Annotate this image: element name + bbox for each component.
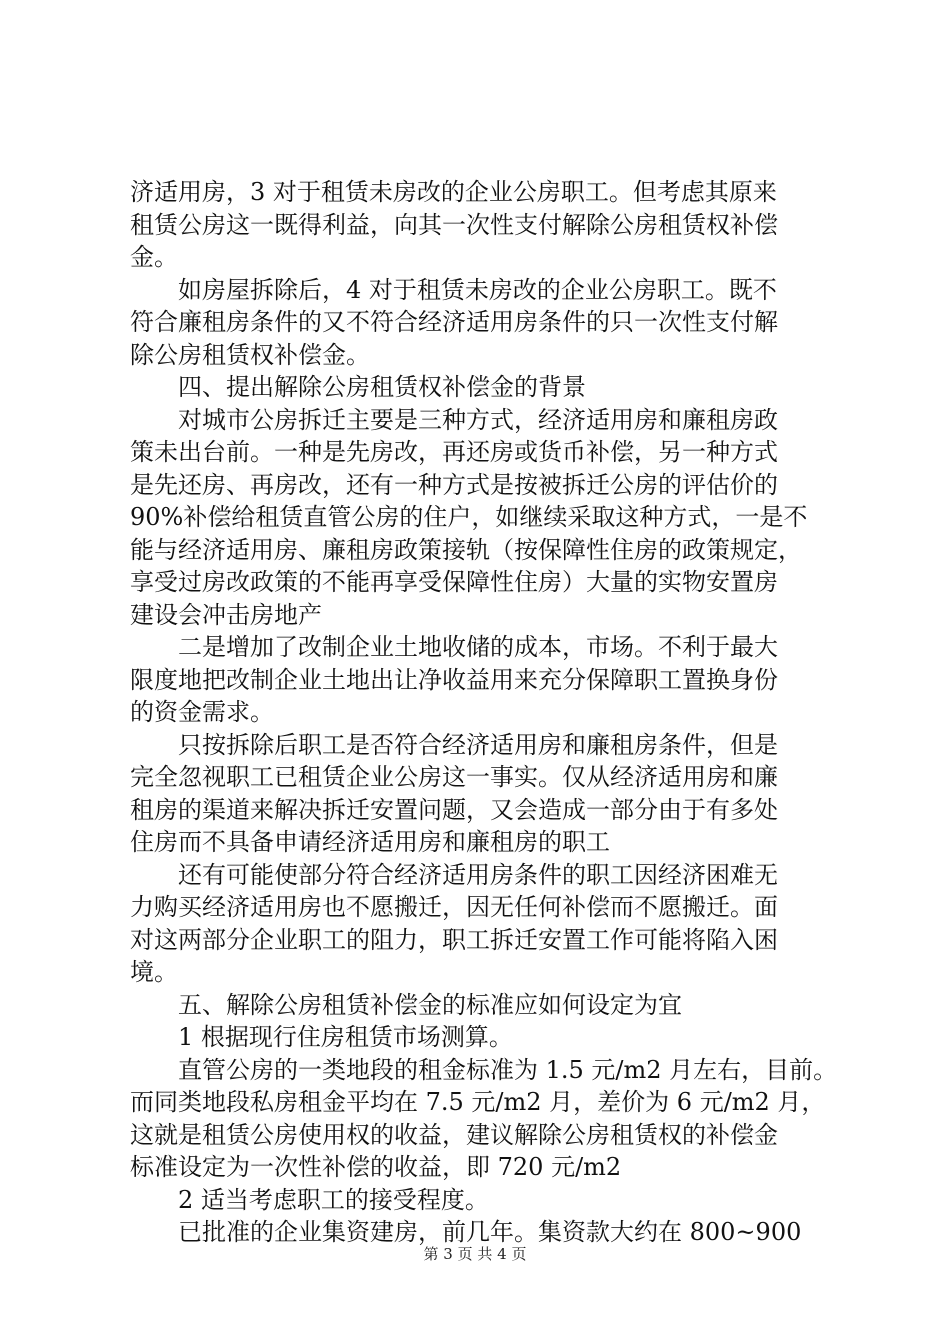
- text-line: 除公房租赁权补偿金。: [130, 340, 370, 369]
- text-line: 五、解除公房租赁补偿金的标准应如何设定为宜: [178, 990, 682, 1019]
- text-line: 二是增加了改制企业土地收储的成本，市场。不利于最大: [178, 633, 778, 661]
- text-line: 对城市公房拆迁主要是三种方式，经济适用房和廉租房政: [178, 405, 778, 434]
- text-line: 力购买经济适用房也不愿搬迁，因无任何补偿而不愿搬迁。面: [130, 893, 778, 921]
- text-line: 对这两部分企业职工的阻力，职工拆迁安置工作可能将陷入困: [130, 925, 778, 954]
- text-line: 租房的渠道来解决拆迁安置问题，又会造成一部分由于有多处: [130, 795, 778, 824]
- text-line: 济适用房，3 对于租赁未房改的企业公房职工。但考虑其原来: [130, 178, 777, 206]
- text-line: 四、提出解除公房租赁权补偿金的背景: [178, 373, 586, 401]
- text-line: 只按拆除后职工是否符合经济适用房和廉租房条件，但是: [178, 730, 778, 759]
- text-line: 完全忽视职工已租赁企业公房这一事实。仅从经济适用房和廉: [130, 763, 778, 791]
- text-line: 境。: [130, 958, 178, 986]
- text-line: 建设会冲击房地产: [130, 600, 322, 629]
- text-line: 而同类地段私房租金平均在 7.5 元/m2 月，差价为 6 元/m2 月，: [130, 1088, 826, 1116]
- text-line: 这就是租赁公房使用权的收益，建议解除公房租赁权的补偿金: [130, 1120, 778, 1149]
- text-line: 金。: [130, 243, 178, 271]
- text-line: 租赁公房这一既得利益，向其一次性支付解除公房租赁权补偿: [130, 210, 778, 239]
- page-footer: 第 3 页 共 4 页: [423, 1245, 527, 1263]
- text-line: 2 适当考虑职工的接受程度。: [178, 1185, 489, 1214]
- text-line: 的资金需求。: [130, 698, 274, 726]
- text-line: 标准设定为一次性补偿的收益，即 720 元/m2: [130, 1153, 622, 1181]
- text-line: 住房而不具备申请经济适用房和廉租房的职工: [130, 828, 610, 856]
- text-line: 能与经济适用房、廉租房政策接轨（按保障性住房的政策规定，: [130, 535, 802, 564]
- text-line: 符合廉租房条件的又不符合经济适用房条件的只一次性支付解: [130, 308, 778, 336]
- text-line: 直管公房的一类地段的租金标准为 1.5 元/m2 月左右，目前。: [178, 1055, 838, 1084]
- text-line: 是先还房、再房改，还有一种方式是按被拆迁公房的评估价的: [130, 470, 778, 499]
- text-line: 已批准的企业集资建房，前几年。集资款大约在 800~900: [178, 1218, 802, 1246]
- document-body: [130, 176, 850, 1249]
- text-line: 策未出台前。一种是先房改，再还房或货币补偿，另一种方式: [130, 438, 778, 466]
- text-line: 如房屋拆除后，4 对于租赁未房改的企业公房职工。既不: [178, 275, 777, 304]
- text-line: 90%补偿给租赁直管公房的住户，如继续采取这种方式，一是不: [130, 503, 808, 531]
- text-line: 享受过房改政策的不能再享受保障性住房）大量的实物安置房: [130, 568, 778, 596]
- text-line: 1 根据现行住房租赁市场测算。: [178, 1023, 513, 1051]
- text-line: 还有可能使部分符合经济适用房条件的职工因经济困难无: [178, 860, 778, 889]
- text-line: 限度地把改制企业土地出让净收益用来充分保障职工置换身份: [130, 665, 778, 694]
